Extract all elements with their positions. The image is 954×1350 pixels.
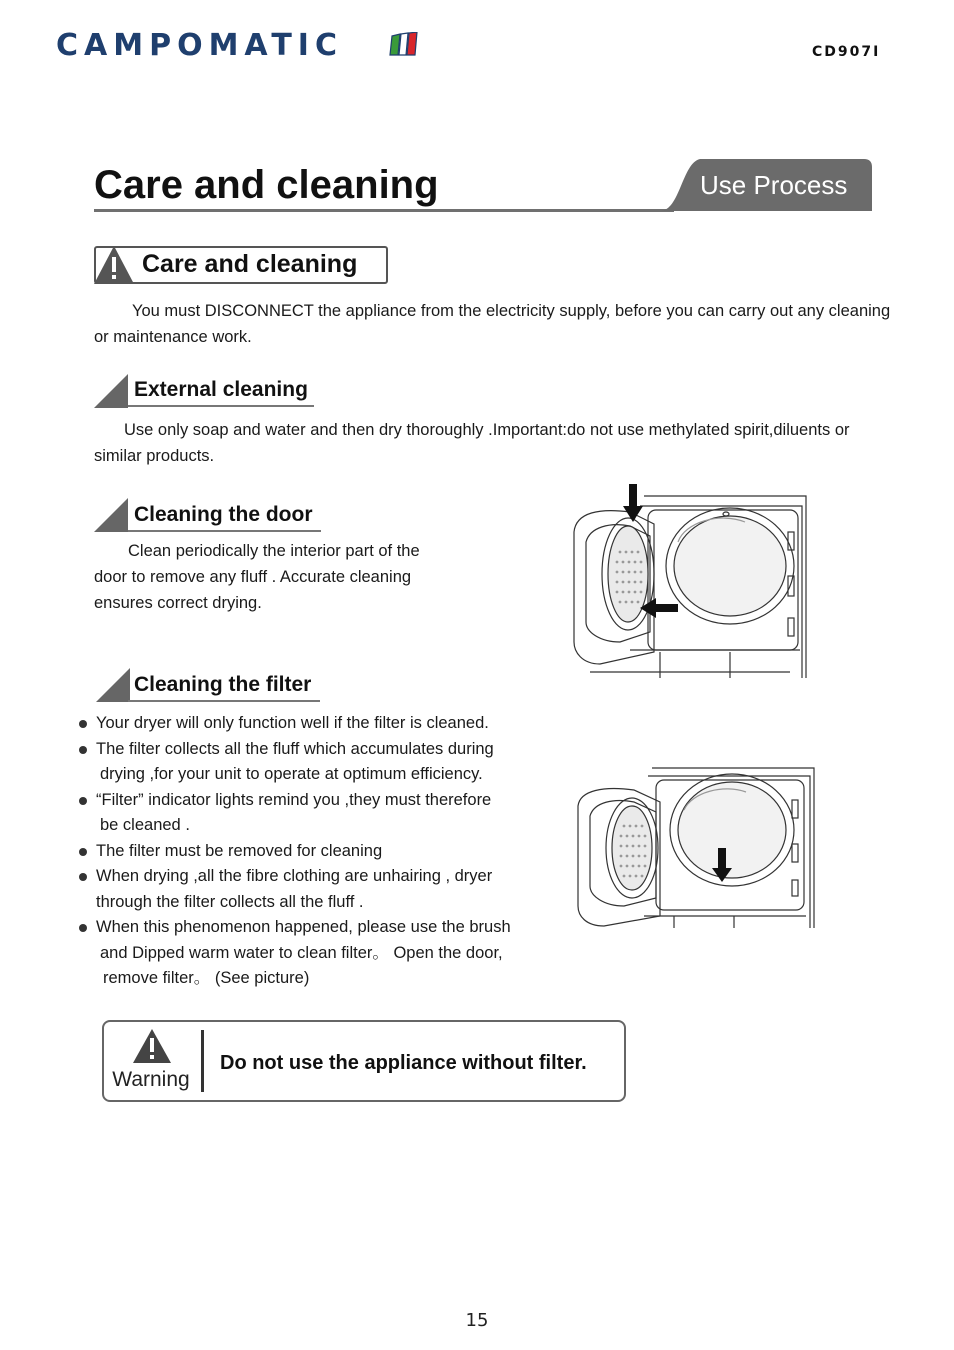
external-cleaning-underline — [128, 405, 314, 407]
disconnect-paragraph: You must DISCONNECT the appliance from the electricity supply, before you can carry out any cleaning or maintenance work. — [94, 302, 891, 346]
external-cleaning-paragraph: Use only soap and water and then dry thoroughly .Important:do not use methylated spirit,diluents or similar products. — [94, 421, 850, 465]
section-tab-label: Use Process — [700, 170, 848, 200]
heading-triangle-icon — [94, 498, 128, 532]
list-item: The filter collects all the fluff which accumulates during drying ,for your unit to operate at optimum efficiency. — [78, 737, 558, 788]
cleaning-filter-heading: Cleaning the filter — [134, 673, 312, 696]
door-line: Clean periodically the interior part of the — [128, 542, 420, 560]
list-item: When this phenomenon happened, please use the brush and Dipped warm water to clean filter。 Open the door, remove filter。 (See picture) — [78, 915, 558, 992]
list-item: “Filter” indicator lights remind you ,they must therefore be cleaned . — [78, 788, 558, 839]
external-cleaning-heading: External cleaning — [134, 378, 308, 401]
heading-triangle-icon — [96, 668, 130, 702]
filter-bullet-list — [78, 711, 558, 992]
list-item: When drying ,all the fibre clothing are unhairing , dryer through the filter collects all the fluff . — [78, 864, 558, 915]
page-title: Care and cleaning — [94, 163, 439, 207]
warning-label: Warning — [112, 1068, 190, 1091]
warning-text: Do not use the appliance without filter. — [220, 1052, 587, 1074]
list-item: The filter must be removed for cleaning — [78, 839, 558, 865]
dryer-filter-illustration — [574, 766, 818, 928]
door-line: ensures correct drying. — [94, 594, 262, 612]
warning-triangle-icon — [132, 1028, 172, 1064]
brand-logo: CAMPOMATIC — [56, 28, 343, 63]
list-item: Your dryer will only function well if the filter is cleaned. — [78, 711, 558, 737]
italian-flag-icon — [388, 32, 418, 57]
warning-divider — [201, 1030, 204, 1092]
cleaning-door-underline — [128, 530, 321, 532]
title-underline — [94, 209, 674, 212]
door-line: door to remove any fluff . Accurate cleaning — [94, 568, 412, 586]
warning-triangle-icon — [93, 244, 135, 286]
cleaning-filter-underline — [128, 700, 320, 702]
cleaning-door-paragraph — [94, 538, 554, 616]
heading-triangle-icon — [94, 374, 128, 408]
model-number: CD907I — [812, 44, 881, 60]
care-heading-label: Care and cleaning — [142, 250, 358, 278]
cleaning-door-heading: Cleaning the door — [134, 503, 313, 526]
dryer-door-illustration — [570, 482, 816, 678]
page-number: 15 — [465, 1310, 489, 1331]
